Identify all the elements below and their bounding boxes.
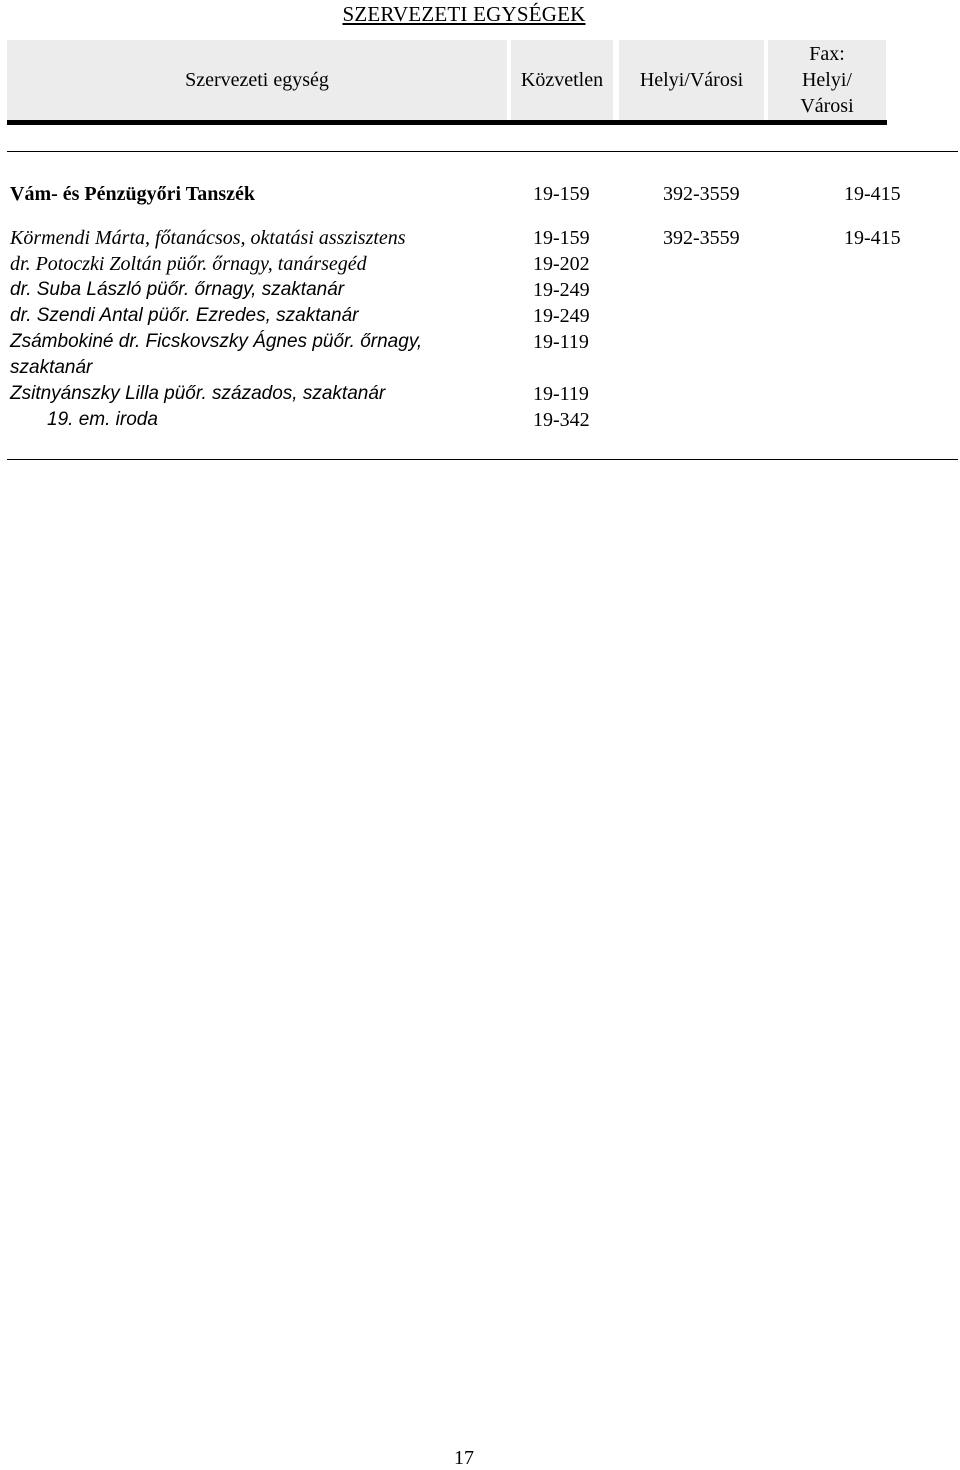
staff-direct: 19-119 <box>533 383 589 405</box>
staff-name: Zsitnyánszky Lilla püőr. százados, szaktanár <box>10 383 386 404</box>
staff-row <box>0 303 960 329</box>
header-fax-line1: Fax: <box>809 43 845 65</box>
staff-row <box>0 381 960 407</box>
header-fax <box>768 40 886 120</box>
staff-name: dr. Suba László püőr. őrnagy, szaktanár <box>10 279 345 300</box>
staff-direct: 19-159 <box>533 227 590 249</box>
header-fax-line2: Helyi/ <box>801 69 852 91</box>
staff-row <box>0 355 960 381</box>
bottom-divider <box>7 459 958 460</box>
header-rule <box>7 120 887 125</box>
header-fax-line3: Városi <box>800 95 854 117</box>
staff-row <box>0 251 960 277</box>
header-direct: Közvetlen <box>511 40 613 120</box>
staff-direct: 19-119 <box>533 331 589 353</box>
staff-name: 19. em. iroda <box>47 409 158 430</box>
department-direct: 19-159 <box>533 183 590 205</box>
staff-name: dr. Potoczki Zoltán püőr. őrnagy, tanársegéd <box>10 253 367 275</box>
staff-name: Zsámbokiné dr. Ficskovszky Ágnes püőr. őrnagy, <box>10 331 423 352</box>
staff-direct: 19-249 <box>533 279 590 301</box>
staff-direct: 19-342 <box>533 409 590 431</box>
staff-name: dr. Szendi Antal püőr. Ezredes, szaktanár <box>10 305 359 326</box>
staff-name: Körmendi Márta, főtanácsos, oktatási asszisztens <box>10 227 406 249</box>
staff-row <box>0 225 960 251</box>
header-local: Helyi/Városi <box>619 40 764 120</box>
staff-direct: 19-249 <box>533 305 590 327</box>
department-local: 392-3559 <box>663 183 740 205</box>
staff-local: 392-3559 <box>663 227 740 249</box>
top-divider <box>7 151 958 152</box>
header-unit: Szervezeti egység <box>7 40 507 120</box>
staff-row <box>0 277 960 303</box>
page-number: 17 <box>454 1447 474 1469</box>
department-name: Vám- és Pénzügyőri Tanszék <box>10 183 255 205</box>
department-row <box>0 181 960 207</box>
page-title: SZERVEZETI EGYSÉGEK <box>342 2 586 26</box>
staff-row <box>0 329 960 355</box>
department-fax: 19-415 <box>844 183 901 205</box>
staff-fax: 19-415 <box>844 227 901 249</box>
staff-direct: 19-202 <box>533 253 590 275</box>
staff-row <box>0 407 960 433</box>
staff-name: szaktanár <box>10 357 93 378</box>
